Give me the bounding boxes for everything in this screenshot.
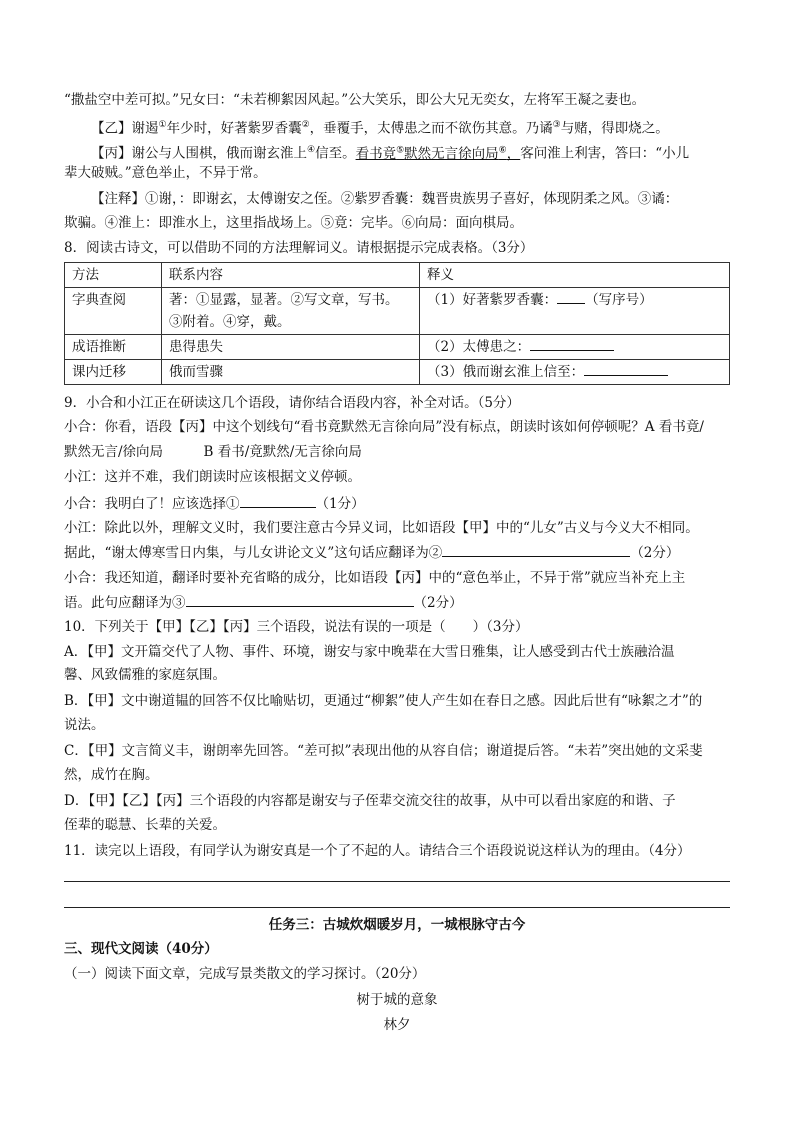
answer-line[interactable] (64, 907, 730, 908)
article-title: 树于城的意象 (356, 992, 438, 1008)
table-header-cell: 联系内容 (162, 263, 420, 288)
table-cell-content: 俄而雪骤 (162, 360, 420, 385)
answer-blank-1[interactable] (240, 493, 316, 508)
q10-option-c: C．【甲】文言简义丰，谢朗率先回答。“差可拟”表现出他的从容自信；谢道提后答。“未若”突出她的文采斐 (64, 743, 703, 759)
table-row (65, 288, 730, 335)
q10-option-b: 说法。 (64, 717, 105, 733)
answer-line[interactable] (64, 881, 730, 882)
q10-option-d: D．【甲】【乙】【丙】三个语段的内容都是谢安与子侄辈交流交往的故事，从中可以看出家庭的和谐、子 (64, 793, 676, 809)
table-cell-method: 字典查阅 (65, 288, 162, 335)
table-cell-content: 患得患失 (162, 335, 420, 360)
q9-dialogue: 小江：这并不难，我们朗读时应该根据文义停顿。 (64, 469, 361, 485)
answer-blank[interactable] (557, 289, 585, 304)
table-cell-method: 课内迁移 (65, 360, 162, 385)
q9-dialogue: 小合：我明白了！应该选择① （1分） (64, 493, 730, 514)
section-heading: 三、现代文阅读（40分） (64, 941, 218, 957)
table-cell-meaning: （3）俄而谢玄淮上信至： (420, 360, 730, 385)
q9-dialogue: 小江：除此以外，理解文义时，我们要注意古今异义词，比如语段【甲】中的“儿女”古义与今义大不相同。 (64, 520, 699, 536)
q9-dialogue: 小合：我还知道，翻译时要补充省略的成分，比如语段【丙】中的“意色举止，不异于常”就应当补充上主 (64, 570, 686, 586)
answer-blank[interactable] (584, 361, 668, 376)
notes-line1: 【注释】①谢，：即谢玄，太傅谢安之侄。②紫罗香囊：魏晋贵族男子喜好，体现阴柔之风。③谲： (91, 191, 679, 207)
table-row (65, 360, 730, 385)
task3-title: 任务三：古城炊烟暖岁月，一城根脉守古今 (268, 917, 526, 933)
underlined-sentence: 看书竟⑤默然无言徐向局⑥， (355, 145, 521, 162)
q10-option-d: 侄辈的聪慧、长辈的关爱。 (64, 817, 226, 833)
q9-dialogue: 默然无言/徐向局 B 看书/竟默然/无言徐向局 (64, 444, 362, 460)
passage-line: “撒盐空中差可拟。”兄女曰：“未若柳絮因风起。”公大笑乐，即公大兄无奕女，左将军王凝之妻也。 (64, 92, 646, 108)
q10-stem: 10．下列关于【甲】【乙】【丙】三个语段，说法有误的一项是（ ）（3分） (64, 619, 529, 635)
table-cell-meaning: （2）太傅患之： (420, 335, 730, 360)
q8-stem: 8．阅读古诗文，可以借助不同的方法理解词义。请根据提示完成表格。（3分） (64, 240, 534, 256)
table-cell-method: 成语推断 (65, 335, 162, 360)
answer-blank[interactable] (530, 336, 614, 351)
passage-yi: 【乙】谢遏①年少时，好著紫罗香囊②，垂覆手，太傅患之而不欲伤其意。乃谲③与赌，得即烧之。 (91, 120, 669, 137)
article-author: 林夕 (383, 1017, 411, 1033)
passage-bing-line2: 辈大破贼。”意色举止，不异于常。 (64, 165, 267, 181)
notes-line2: 欺骗。④淮上：即淮水上，这里指战场上。⑤竟：完毕。⑥向局：面向棋局。 (64, 215, 523, 231)
table-row (65, 335, 730, 360)
q9-dialogue: 语。此句应翻译为③ （2分） (64, 592, 730, 613)
q10-option-a: 馨、风致儒雅的家庭氛围。 (64, 667, 226, 683)
answer-blank-2[interactable] (442, 542, 630, 557)
q8-table (64, 262, 730, 385)
answer-blank-3[interactable] (186, 592, 414, 607)
q9-dialogue: 小合：你看，语段【丙】中这个划线句“看书竟默然无言徐向局”没有标点，朗读时该如何停顿呢？A 看书竟/ (64, 419, 704, 435)
q9-dialogue: 据此，“谢太傅寒雪日内集，与儿女讲论文义”这句话应翻译为② （2分） (64, 542, 730, 563)
q9-stem: 9．小合和小江正在研读这几个语段，请你结合语段内容，补全对话。（5分） (64, 395, 520, 411)
passage-bing: 【丙】谢公与人围棋，俄而谢玄淮上④信至。看书竟⑤默然无言徐向局⑥，客问淮上利害，答曰：“小儿 (91, 145, 690, 162)
table-header-cell: 方法 (65, 263, 162, 288)
q10-option-a: A．【甲】文开篇交代了人物、事件、环境，谢安与家中晚辈在大雪日雅集，让人感受到古代士族融洽温 (64, 644, 675, 660)
table-cell-content: 著：①显露，显著。②写文章，写书。 ③附着。④穿，戴。 (162, 288, 420, 335)
q10-option-b: B．【甲】文中谢道韫的回答不仅比喻贴切，更通过“柳絮”使人产生如在春日之感。因此后世有“咏絮之才”的 (64, 693, 703, 709)
table-header-row (65, 263, 730, 288)
table-header-cell: 释义 (420, 263, 730, 288)
section-subheading: （一）阅读下面文章，完成写景类散文的学习探讨。（20分） (64, 966, 426, 982)
table-cell-meaning: （1）好著紫罗香囊： （写序号） (420, 288, 730, 335)
q11-stem: 11．读完以上语段，有同学认为谢安真是一个了不起的人。请结合三个语段说说这样认为的理由。（4分） (64, 843, 691, 859)
q10-option-c: 然，成竹在胸。 (64, 767, 159, 783)
